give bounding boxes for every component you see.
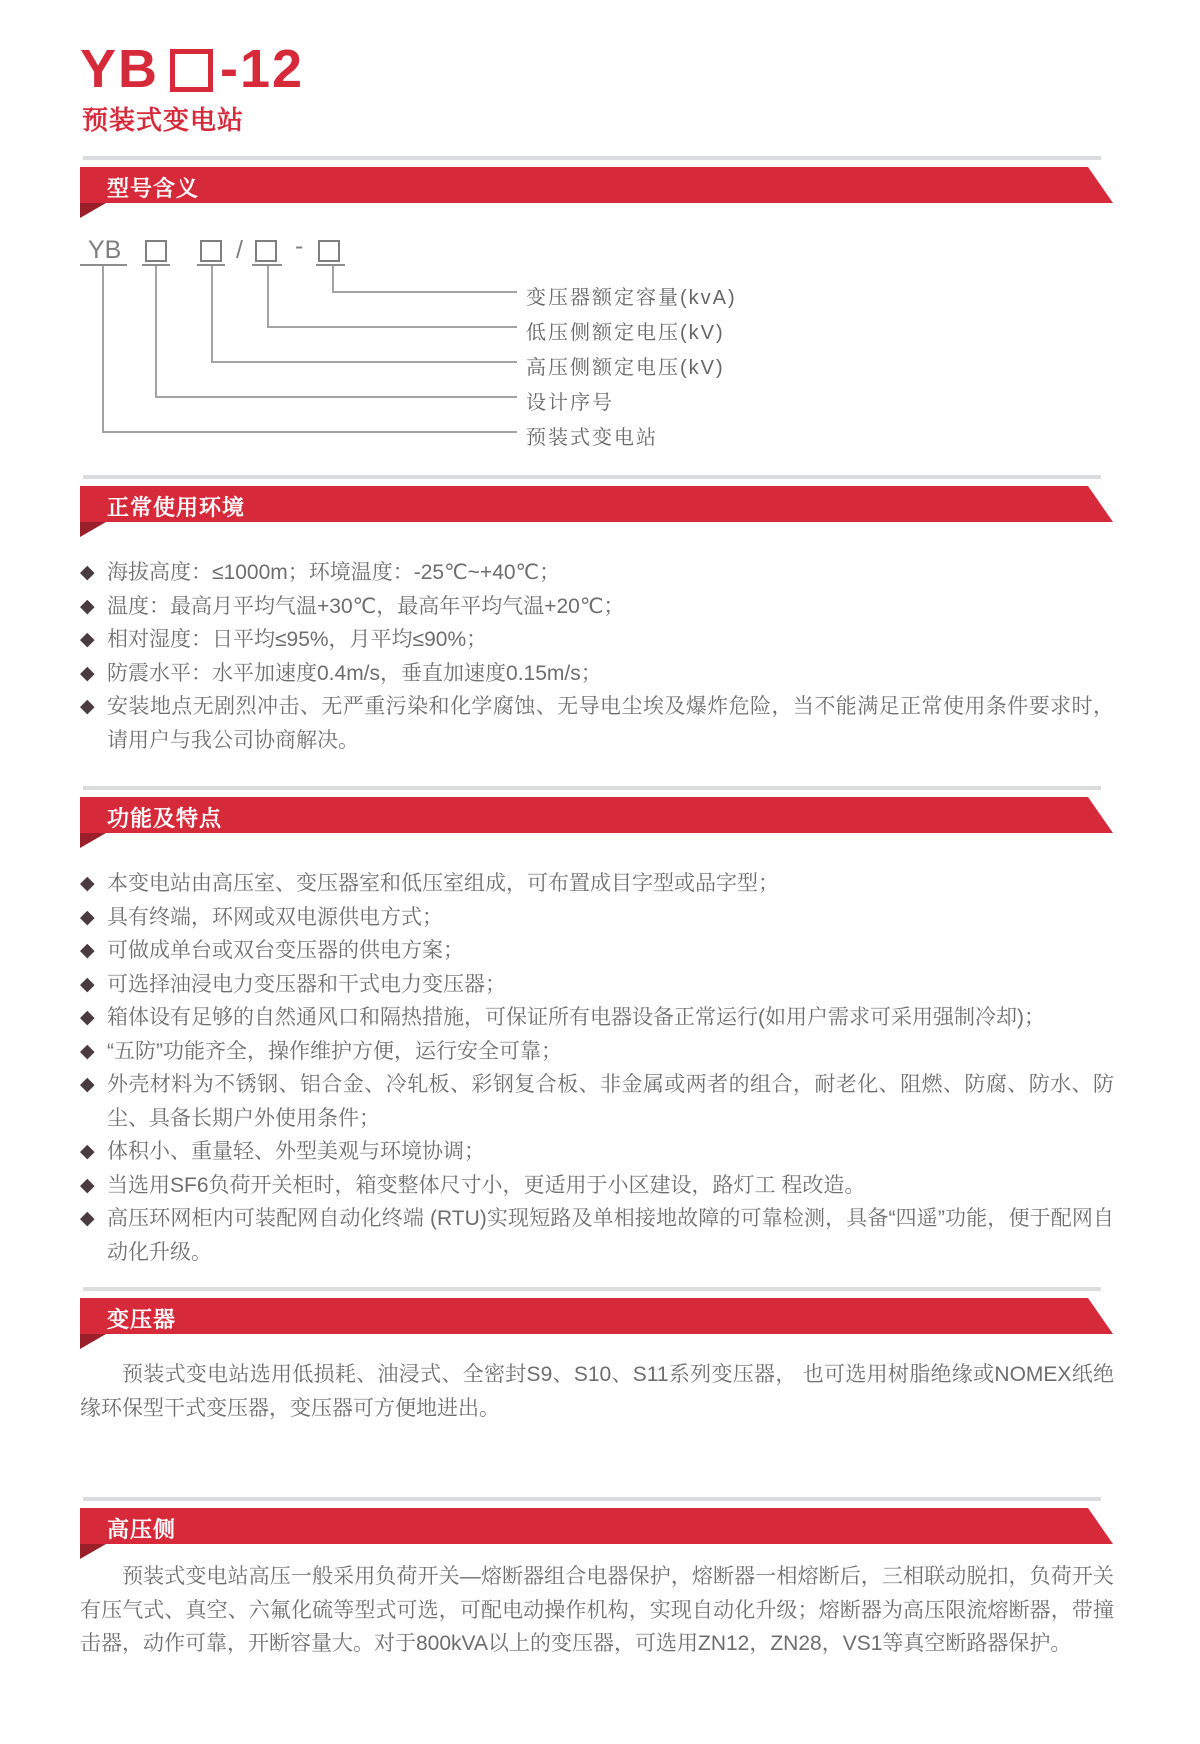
bullet-text: 具有终端，环网或双电源供电方式； (107, 905, 443, 929)
list-item (80, 1202, 1114, 1269)
bullet-text: 防震水平：水平加速度0.4m/s，垂直加速度0.15m/s； (107, 661, 602, 685)
banner-shadow-strip (83, 786, 1101, 790)
code-dash: - (295, 232, 304, 260)
diamond-bullet-icon: ◆ (80, 595, 95, 617)
connector-line (102, 266, 104, 433)
section-title: 型号含义 (107, 176, 200, 201)
diagram-label: 预装式变电站 (526, 427, 658, 449)
banner-ribbon (80, 797, 1113, 833)
diamond-bullet-icon: ◆ (80, 696, 95, 717)
model-code-diagram (0, 0, 1200, 470)
bullet-text: 本变电站由高压室、变压器室和低压室组成，可布置成目字型或品字型； (107, 872, 779, 895)
bullet-text: 海拔高度：≤1000m；环境温度：-25℃~+40℃； (107, 561, 561, 584)
connector-line (211, 361, 517, 363)
connector-line (267, 266, 269, 328)
diamond-bullet-icon: ◆ (80, 906, 95, 928)
list-item (80, 1169, 1114, 1203)
bullet-text: “五防”功能齐全，操作维护方便，运行安全可靠； (107, 1039, 562, 1063)
diamond-bullet-icon: ◆ (80, 1007, 95, 1028)
model-prefix: YB (80, 39, 160, 99)
diamond-bullet-icon: ◆ (80, 1174, 95, 1196)
diamond-bullet-icon: ◆ (80, 1040, 95, 1062)
connector-line (211, 266, 213, 363)
list-item (80, 934, 1114, 968)
bullet-text: 温度：最高月平均气温+30℃，最高年平均气温+20℃； (107, 594, 625, 618)
diamond-bullet-icon: ◆ (80, 1208, 95, 1229)
list-item (80, 590, 1114, 624)
ribbon-fold-icon (80, 1334, 106, 1349)
section-banner-features (80, 797, 1113, 833)
diamond-bullet-icon: ◆ (80, 629, 95, 650)
ribbon-fold-icon (80, 833, 106, 848)
connector-line (332, 266, 334, 293)
diamond-bullet-icon: ◆ (80, 1074, 95, 1095)
code-slash: / (236, 236, 243, 264)
section-title: 高压侧 (107, 1517, 177, 1542)
transformer-paragraph: 预装式变电站选用低损耗、油浸式、全密封S9、S10、S11系列变压器， 也可选用树脂绝缘或NOMEX纸绝缘环保型干式变压器，变压器可方便地进出。 (80, 1363, 1114, 1420)
page-subtitle: 预装式变电站 (82, 105, 245, 135)
ribbon-fold-icon (80, 1544, 106, 1559)
bullet-text: 体积小、重量轻、外型美观与环境协调； (107, 1140, 485, 1163)
diagram-label: 高压侧额定电压(kV) (526, 357, 725, 379)
code-box-3 (255, 240, 277, 262)
diamond-bullet-icon: ◆ (80, 662, 95, 684)
connector-line (155, 266, 157, 398)
list-item (80, 968, 1114, 1002)
code-box-2 (200, 240, 222, 262)
section-title: 功能及特点 (107, 806, 223, 831)
bullet-text: 安装地点无剧烈冲击、无严重污染和化学腐蚀、无导电尘埃及爆炸危险，当不能满足正常使用条件要求时，请用户与我公司协商解决。 (107, 695, 1114, 752)
list-item (80, 556, 1114, 590)
code-prefix: YB (88, 236, 122, 264)
code-box-1 (145, 240, 167, 262)
banner-shadow-strip (83, 475, 1101, 479)
list-item (80, 1135, 1114, 1169)
list-item (80, 901, 1114, 935)
section-banner-operating-environment (80, 486, 1113, 522)
list-item (80, 1001, 1114, 1035)
underline (316, 264, 345, 266)
bullet-text: 当选用SF6负荷开关柜时，箱变整体尺寸小，更适用于小区建设，路灯工 程改造。 (107, 1173, 866, 1197)
diagram-label: 低压侧额定电压(kV) (526, 322, 725, 344)
operating-environment-list (80, 556, 1114, 757)
bullet-text: 可做成单台或双台变压器的供电方案； (107, 939, 464, 962)
model-suffix: -12 (220, 39, 305, 99)
banner-ribbon (80, 1298, 1113, 1334)
code-box-4 (318, 240, 340, 262)
banner-shadow-strip (83, 1497, 1101, 1501)
diamond-bullet-icon: ◆ (80, 873, 95, 894)
section-banner-hv-side (80, 1508, 1113, 1544)
hv-side-paragraph: 预装式变电站高压一般采用负荷开关—熔断器组合电器保护，熔断器一相熔断后，三相联动脱扣，负荷开关有压气式、真空、六氟化硫等型式可选，可配电动操作机构，实现自动化升级；熔断器为高压限流熔断器，带撞击器，动作可靠，开断容量大。对于800kVA以上的变压器，可选用ZN12，ZN28，VS1等真空断路器保护。 (80, 1565, 1114, 1655)
diamond-bullet-icon: ◆ (80, 562, 95, 583)
list-item (80, 623, 1114, 657)
diamond-bullet-icon: ◆ (80, 1141, 95, 1162)
bullet-text: 高压环网柜内可装配网自动化终端 (RTU)实现短路及单相接地故障的可靠检测，具备“四遥”功能，便于配网自动化升级。 (107, 1207, 1114, 1264)
list-item (80, 657, 1114, 691)
diagram-label: 设计序号 (526, 392, 614, 414)
ribbon-fold-icon (80, 522, 106, 537)
connector-line (102, 431, 517, 433)
diagram-label: 变压器额定容量(kvA) (526, 287, 737, 309)
banner-shadow-strip (83, 1287, 1101, 1291)
bullet-text: 相对湿度：日平均≤95%，月平均≤90%； (107, 628, 488, 651)
diamond-bullet-icon: ◆ (80, 973, 95, 995)
section-title: 变压器 (107, 1307, 177, 1332)
banner-ribbon (80, 1508, 1113, 1544)
list-item (80, 690, 1114, 757)
section-title: 正常使用环境 (107, 495, 246, 520)
bullet-text: 箱体设有足够的自然通风口和隔热措施，可保证所有电器设备正常运行(如用户需求可采用强制冷却)； (107, 1006, 1045, 1029)
connector-line (267, 326, 517, 328)
features-list (80, 867, 1114, 1269)
section-banner-transformer (80, 1298, 1113, 1334)
list-item (80, 1035, 1114, 1069)
diamond-bullet-icon: ◆ (80, 940, 95, 961)
bullet-text: 可选择油浸电力变压器和干式电力变压器； (107, 972, 506, 996)
connector-line (155, 396, 517, 398)
list-item (80, 1068, 1114, 1135)
bullet-text: 外壳材料为不锈钢、铝合金、冷轧板、彩钢复合板、非金属或两者的组合，耐老化、阻燃、防腐、防水、防尘、具备长期户外使用条件； (107, 1073, 1114, 1130)
list-item (80, 867, 1114, 901)
connector-line (332, 291, 517, 293)
